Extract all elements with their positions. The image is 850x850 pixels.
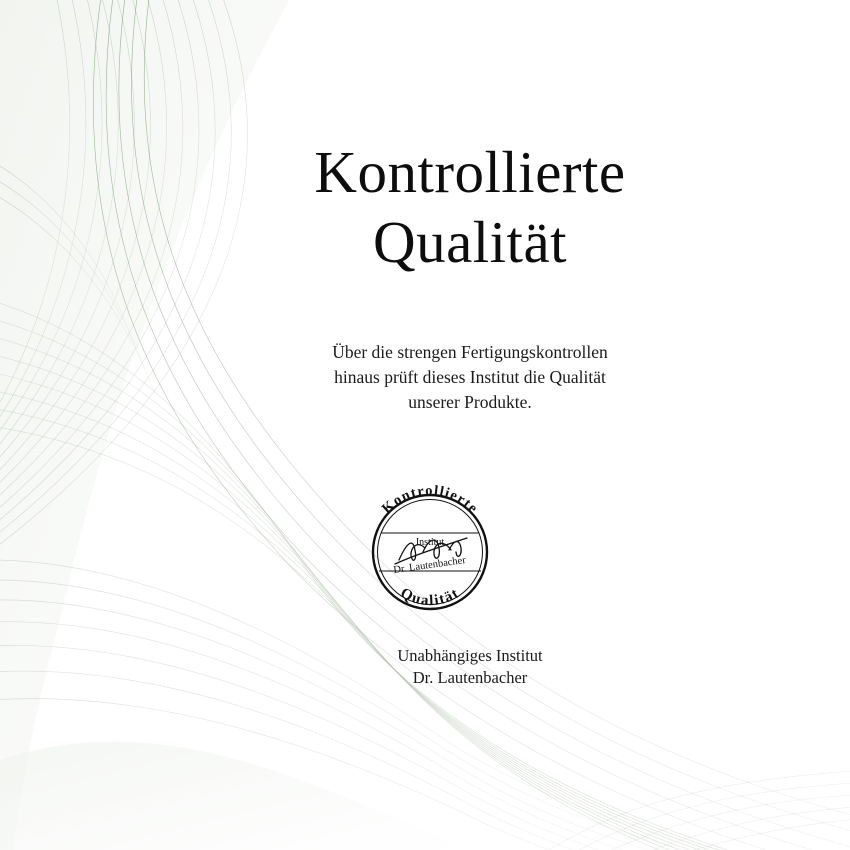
description-text: [235, 340, 705, 415]
quality-seal-stamp: [355, 480, 505, 620]
stamp-bottom-arc-text: Qualität: [397, 585, 463, 610]
stamp-icon: [355, 480, 505, 620]
institute-line-1: Unabhängiges Institut: [397, 646, 543, 665]
description-line-3: unserer Produkte.: [408, 392, 532, 412]
institute-name: [235, 645, 705, 689]
institute-line-2: Dr. Lautenbacher: [412, 668, 528, 687]
description-line-2: hinaus prüft dieses Institut die Qualität: [334, 367, 606, 387]
page-title-line-1: Kontrollierte: [314, 139, 626, 205]
stamp-inner-line-2: Dr. Lautenbacher: [392, 555, 467, 577]
description-line-1: Über die strengen Fertigungskontrollen: [332, 342, 608, 362]
stamp-top-arc-text: Kontrollierte: [378, 482, 482, 518]
stamp-inner-line-1: Institut: [415, 537, 445, 548]
svg-text:Kontrollierte: [379, 483, 481, 517]
page-title-line-2: Qualität: [372, 209, 568, 275]
